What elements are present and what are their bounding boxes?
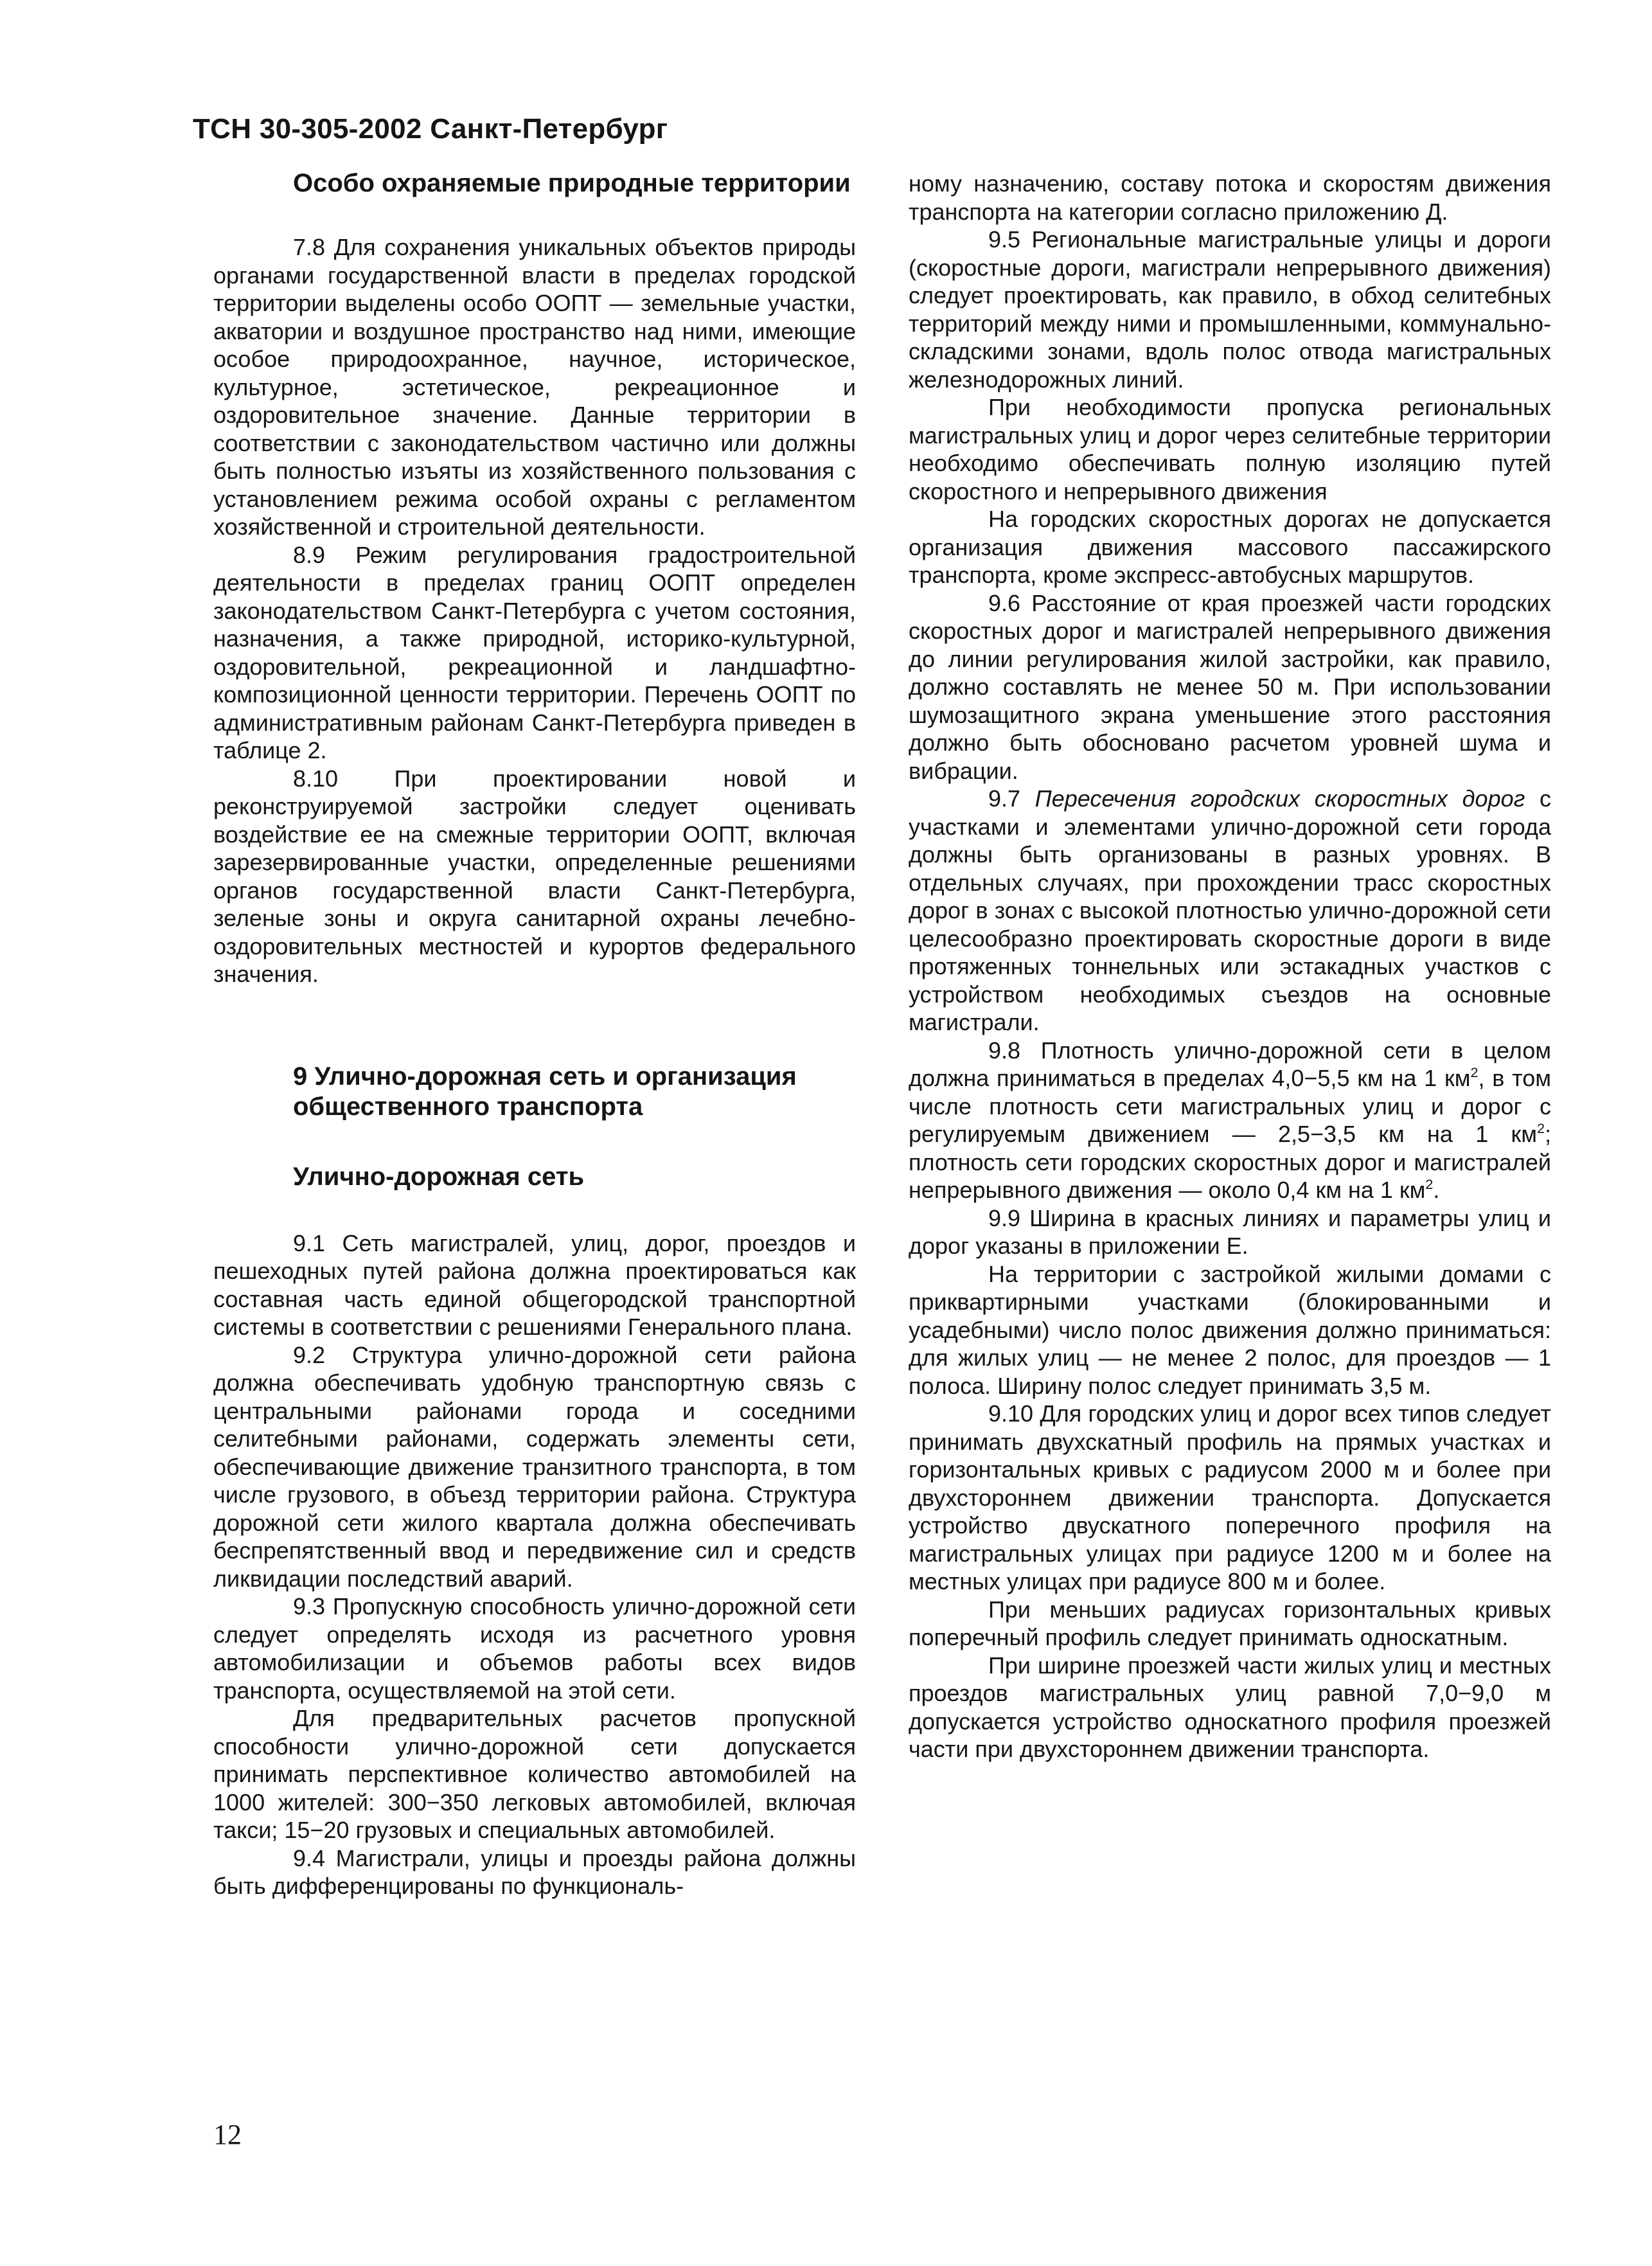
paragraph-8-9: 8.9 Режим регулирования градостроительной деятельности в пределах границ ООПТ определен законодательством Санкт-Петербурга с учетом состояния, назначения, а также природной, историко-культурной, оздоровительной, рекреационной и ландшафтно-композиционной ценности территории. Перечень ООПТ по административным районам Санкт-Петербурга приведен в таблице 2.: [213, 541, 856, 763]
subheading-road-network: Улично-дорожная сеть: [293, 1162, 585, 1191]
paragraph-9-2: 9.2 Структура улично-дорожной сети района должна обеспечивать удобную транспортную связь с центральными районами города и соседними селитебными районами, содержать элементы сети, обеспечивающие движение транзитного транспорта, в том числе грузового, в объезд территории района. Структура дорожной сети жилого квартала должна обеспечивать беспрепятственный ввод и передвижение сил и средств ликвидации последствий аварий.: [213, 1341, 856, 1592]
subheading-protected-territories: Особо охраняемые природные территории: [293, 169, 851, 197]
right-column: [909, 170, 1551, 1763]
document-header: ТСН 30-305-2002 Санкт-Петербург: [193, 113, 668, 145]
superscript-2-b: 2: [1536, 1120, 1545, 1136]
paragraph-9-3-calculations: Для предварительных расчетов пропускной способности улично-дорожной сети допускается принимать перспективное количество автомобилей на 1000 жителей: 300−350 легковых автомобилей, включая такси; 15−20 грузовых и специальных автомобилей.: [213, 1705, 856, 1843]
section-9-title: 9 Улично-дорожная сеть и организация общественного транспорта: [293, 1062, 797, 1121]
paragraph-9-10: 9.10 Для городских улиц и дорог всех типов следует принимать двухскатный профиль на прямых участках и горизонтальных кривых с радиусом 2000 м и более при двухстороннем движении транспорта. Допускается устройство двускатного поперечного профиля на магистральных улицах при радиусе 1200 м и более на местных улицах при радиусе 800 м и более.: [909, 1400, 1551, 1594]
paragraph-9-9-lanes: На территории с застройкой жилыми домами с приквартирными участками (блокированными и усадебными) число полос движения должно приниматься: для жилых улиц — не менее 2 полос, для проездов — 1 полоса. Ширину полос следует принимать 3,5 м.: [909, 1260, 1551, 1399]
superscript-2-c: 2: [1425, 1175, 1434, 1192]
paragraph-7-8: 7.8 Для сохранения уникальных объектов природы органами государственной власти в пределах городской территории выделены особо ООПТ — земельные участки, акватории и воздушное пространство над ними, имеющие особое природоохранное, научное, историческое, культурное, эстетическое, рекреационное и оздоровительное значение. Данные территории в соответствии с законодательством частично или должны быть полностью изъяты из хозяйственного пользования с установлением режима особой охраны с регламентом хозяйственной и строительной деятельности.: [213, 234, 856, 540]
paragraph-9-5-express-roads: На городских скоростных дорогах не допускается организация движения массового пассажирского транспорта, кроме экспресс-автобусных маршрутов.: [909, 506, 1551, 588]
paragraph-9-8-part-d: .: [1433, 1177, 1440, 1203]
paragraph-9-8-part-b: , в том числе плотность сети магистральных улиц и дорог с регулируемым движением — 2,5−3,5 км на 1 км: [909, 1065, 1551, 1147]
paragraph-9-8-part-c: ; плотность сети городских скоростных дорог и магистралей непрерывного движения — около 0,4 км на 1 км: [909, 1121, 1551, 1203]
paragraph-9-5: 9.5 Региональные магистральные улицы и дороги (скоростные дороги, магистрали непрерывного движения) следует проектировать, как правило, в обход селитебных территорий между ними и промышленными, коммунально-складскими зонами, вдоль полос отвода магистральных железнодорожных линий.: [909, 226, 1551, 393]
paragraph-9-10-small-radii: При меньших радиусах горизонтальных кривых поперечный профиль следует принимать односкатным.: [909, 1596, 1551, 1650]
paragraph-9-8-part-a: 9.8 Плотность улично-дорожной сети в целом должна приниматься в пределах 4,0−5,5 км на 1 км: [909, 1037, 1551, 1091]
paragraph-9-3: 9.3 Пропускную способность улично-дорожной сети следует определять исходя из расчетного уровня автомобилизации и объемов работы всех видов транспорта, осуществляемой на этой сети.: [213, 1593, 856, 1704]
page-number: 12: [213, 2119, 242, 2150]
paragraph-8-10: 8.10 При проектировании новой и реконструируемой застройки следует оценивать воздействие ее на смежные территории ООПТ, включая зарезервированные участки, определенные решениями органов государственной власти Санкт-Петербурга, зеленые зоны и округа санитарной охраны лечебно-оздоровительных местностей и курортов федерального значения.: [213, 765, 856, 987]
paragraph-9-7-italic-phrase: Пересечения городских скоростных дорог: [1035, 785, 1525, 812]
paragraph-9-1: 9.1 Сеть магистралей, улиц, дорог, проездов и пешеходных путей района должна проектироваться как составная часть единой общегородской транспортной системы в соответствии с решениями Генерального плана.: [213, 1229, 856, 1340]
left-column: [213, 168, 856, 1900]
paragraph-9-5-regional-roads: При необходимости пропуска региональных магистральных улиц и дорог через селитебные территории необходимо обеспечивать полную изоляцию путей скоростного и непрерывного движения: [909, 394, 1551, 504]
paragraph-9-7-number: 9.7: [988, 785, 1021, 812]
paragraph-9-7-rest: с участками и элементами улично-дорожной сети города должны быть организованы в разных уровнях. В отдельных случаях, при прохождении трасс скоростных дорог в зонах с высокой плотностью улично-дорожной сети целесообразно проектировать скоростные дороги в виде протяженных тоннельных или эстакадных участков с устройством необходимых съездов на основные магистрали.: [909, 785, 1551, 1035]
paragraph-9-7: [909, 785, 1551, 1037]
paragraph-9-10-single-slope: При ширине проезжей части жилых улиц и местных проездов магистральных улиц равной 7,0−9,0 м допускается устройство односкатного профиля проезжей части при двухстороннем движении транспорта.: [909, 1652, 1551, 1762]
paragraph-9-6: 9.6 Расстояние от края проезжей части городских скоростных дорог и магистралей непрерывного движения до линии регулирования жилой застройки, как правило, должно составлять не менее 50 м. При использовании шумозащитного экрана уменьшение этого расстояния должно быть обосновано расчетом уровней шума и вибрации.: [909, 589, 1551, 784]
superscript-2-a: 2: [1470, 1064, 1479, 1080]
paragraph-9-4-continuation: ному назначению, составу потока и скоростям движения транспорта на категории согласно приложению Д.: [909, 170, 1551, 225]
paragraph-9-4: 9.4 Магистрали, улицы и проезды района должны быть дифференцированы по функциональ-: [213, 1844, 856, 1899]
paragraph-9-8: [909, 1037, 1551, 1204]
paragraph-9-9: 9.9 Ширина в красных линиях и параметры улиц и дорог указаны в приложении Е.: [909, 1204, 1551, 1259]
